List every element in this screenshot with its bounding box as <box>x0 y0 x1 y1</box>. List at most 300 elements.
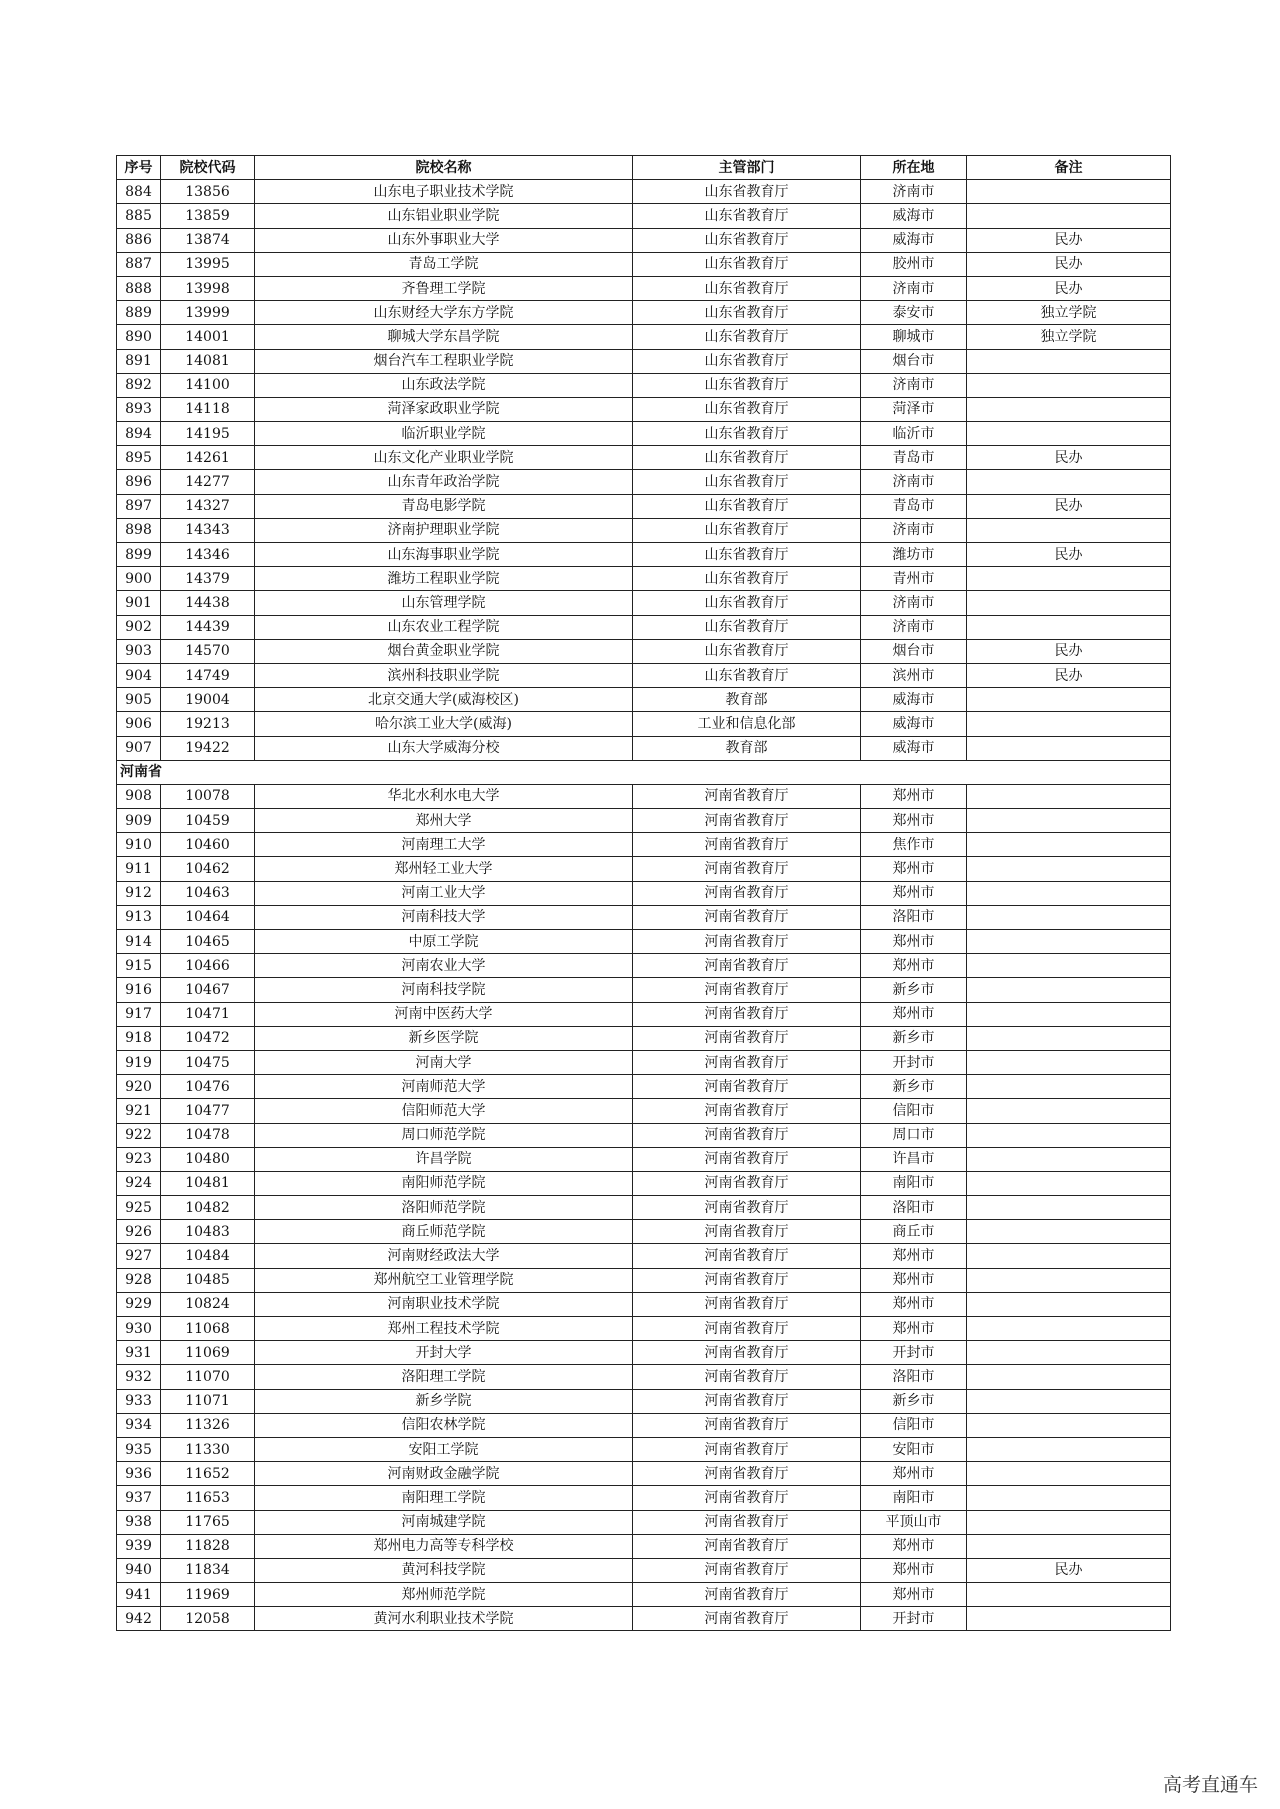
table-row <box>117 1510 1171 1534</box>
cell-remarks: 民办 <box>967 639 1171 663</box>
cell-code: 14001 <box>161 325 255 349</box>
cell-location: 开封市 <box>861 1607 967 1631</box>
cell-remarks <box>967 1462 1171 1486</box>
cell-remarks: 民办 <box>967 446 1171 470</box>
cell-location: 郑州市 <box>861 1244 967 1268</box>
cell-department: 山东省教育厅 <box>633 446 861 470</box>
cell-index: 919 <box>117 1050 161 1074</box>
table-row <box>117 1292 1171 1316</box>
cell-location: 信阳市 <box>861 1099 967 1123</box>
cell-code: 10482 <box>161 1196 255 1220</box>
cell-name: 河南科技学院 <box>255 978 633 1002</box>
cell-name: 周口师范学院 <box>255 1123 633 1147</box>
table-row <box>117 180 1171 204</box>
cell-remarks <box>967 905 1171 929</box>
cell-location: 郑州市 <box>861 1317 967 1341</box>
cell-location: 威海市 <box>861 688 967 712</box>
cell-location: 南阳市 <box>861 1486 967 1510</box>
cell-name: 河南农业大学 <box>255 954 633 978</box>
table-row <box>117 833 1171 857</box>
table-row <box>117 1099 1171 1123</box>
cell-location: 威海市 <box>861 712 967 736</box>
cell-name: 郑州工程技术学院 <box>255 1317 633 1341</box>
cell-location: 许昌市 <box>861 1147 967 1171</box>
cell-name: 烟台黄金职业学院 <box>255 639 633 663</box>
cell-index: 897 <box>117 494 161 518</box>
cell-index: 902 <box>117 615 161 639</box>
cell-index: 938 <box>117 1510 161 1534</box>
cell-code: 19422 <box>161 736 255 760</box>
cell-name: 齐鲁理工学院 <box>255 276 633 300</box>
table-row <box>117 1389 1171 1413</box>
cell-department: 山东省教育厅 <box>633 204 861 228</box>
cell-remarks <box>967 1123 1171 1147</box>
cell-remarks <box>967 1437 1171 1461</box>
cell-department: 河南省教育厅 <box>633 905 861 929</box>
cell-department: 河南省教育厅 <box>633 1413 861 1437</box>
cell-department: 教育部 <box>633 736 861 760</box>
cell-name: 青岛工学院 <box>255 252 633 276</box>
cell-code: 11969 <box>161 1583 255 1607</box>
cell-remarks <box>967 736 1171 760</box>
cell-department: 河南省教育厅 <box>633 1558 861 1582</box>
cell-remarks: 独立学院 <box>967 301 1171 325</box>
cell-department: 山东省教育厅 <box>633 373 861 397</box>
cell-code: 14261 <box>161 446 255 470</box>
table-row <box>117 1026 1171 1050</box>
cell-name: 山东农业工程学院 <box>255 615 633 639</box>
table-row <box>117 712 1171 736</box>
cell-location: 济南市 <box>861 591 967 615</box>
cell-index: 926 <box>117 1220 161 1244</box>
cell-department: 山东省教育厅 <box>633 543 861 567</box>
table-row <box>117 591 1171 615</box>
cell-location: 郑州市 <box>861 857 967 881</box>
cell-name: 滨州科技职业学院 <box>255 663 633 687</box>
cell-location: 滨州市 <box>861 663 967 687</box>
cell-location: 郑州市 <box>861 1292 967 1316</box>
cell-index: 906 <box>117 712 161 736</box>
cell-remarks <box>967 688 1171 712</box>
cell-name: 山东文化产业职业学院 <box>255 446 633 470</box>
cell-remarks <box>967 930 1171 954</box>
cell-index: 917 <box>117 1002 161 1026</box>
cell-name: 山东青年政治学院 <box>255 470 633 494</box>
cell-name: 北京交通大学(威海校区) <box>255 688 633 712</box>
cell-index: 905 <box>117 688 161 712</box>
cell-location: 烟台市 <box>861 639 967 663</box>
table-row <box>117 1462 1171 1486</box>
cell-remarks <box>967 615 1171 639</box>
table-row <box>117 954 1171 978</box>
cell-index: 899 <box>117 543 161 567</box>
cell-code: 11653 <box>161 1486 255 1510</box>
cell-index: 922 <box>117 1123 161 1147</box>
cell-department: 河南省教育厅 <box>633 930 861 954</box>
cell-index: 936 <box>117 1462 161 1486</box>
col-header-remarks: 备注 <box>967 156 1171 180</box>
cell-location: 烟台市 <box>861 349 967 373</box>
cell-location: 威海市 <box>861 204 967 228</box>
cell-index: 900 <box>117 567 161 591</box>
cell-location: 焦作市 <box>861 833 967 857</box>
cell-name: 青岛电影学院 <box>255 494 633 518</box>
cell-name: 菏泽家政职业学院 <box>255 397 633 421</box>
cell-department: 教育部 <box>633 688 861 712</box>
cell-name: 新乡医学院 <box>255 1026 633 1050</box>
cell-name: 洛阳师范学院 <box>255 1196 633 1220</box>
cell-code: 11070 <box>161 1365 255 1389</box>
table-row <box>117 1437 1171 1461</box>
cell-code: 14343 <box>161 518 255 542</box>
cell-index: 914 <box>117 930 161 954</box>
cell-remarks <box>967 1099 1171 1123</box>
cell-location: 洛阳市 <box>861 905 967 929</box>
cell-location: 临沂市 <box>861 422 967 446</box>
table-row <box>117 1413 1171 1437</box>
cell-department: 山东省教育厅 <box>633 615 861 639</box>
cell-index: 884 <box>117 180 161 204</box>
cell-code: 10078 <box>161 784 255 808</box>
cell-index: 925 <box>117 1196 161 1220</box>
cell-code: 13856 <box>161 180 255 204</box>
cell-name: 山东电子职业技术学院 <box>255 180 633 204</box>
cell-name: 华北水利水电大学 <box>255 784 633 808</box>
cell-code: 13995 <box>161 252 255 276</box>
cell-name: 河南财经政法大学 <box>255 1244 633 1268</box>
cell-code: 13859 <box>161 204 255 228</box>
cell-department: 山东省教育厅 <box>633 518 861 542</box>
cell-remarks <box>967 954 1171 978</box>
cell-remarks <box>967 1510 1171 1534</box>
cell-name: 烟台汽车工程职业学院 <box>255 349 633 373</box>
cell-name: 潍坊工程职业学院 <box>255 567 633 591</box>
cell-index: 904 <box>117 663 161 687</box>
table-row <box>117 1147 1171 1171</box>
cell-remarks <box>967 1389 1171 1413</box>
cell-name: 河南大学 <box>255 1050 633 1074</box>
table-row <box>117 639 1171 663</box>
table-body <box>117 180 1171 1631</box>
cell-remarks <box>967 1413 1171 1437</box>
table-row <box>117 905 1171 929</box>
table-row <box>117 252 1171 276</box>
cell-code: 11828 <box>161 1534 255 1558</box>
cell-remarks <box>967 1268 1171 1292</box>
cell-remarks <box>967 1050 1171 1074</box>
cell-name: 新乡学院 <box>255 1389 633 1413</box>
cell-index: 918 <box>117 1026 161 1050</box>
cell-location: 洛阳市 <box>861 1196 967 1220</box>
cell-code: 14081 <box>161 349 255 373</box>
cell-department: 河南省教育厅 <box>633 1365 861 1389</box>
cell-code: 13874 <box>161 228 255 252</box>
cell-location: 郑州市 <box>861 1002 967 1026</box>
cell-department: 河南省教育厅 <box>633 1607 861 1631</box>
cell-index: 942 <box>117 1607 161 1631</box>
cell-index: 932 <box>117 1365 161 1389</box>
table-row <box>117 373 1171 397</box>
cell-index: 912 <box>117 881 161 905</box>
cell-name: 商丘师范学院 <box>255 1220 633 1244</box>
cell-department: 河南省教育厅 <box>633 1486 861 1510</box>
cell-index: 911 <box>117 857 161 881</box>
cell-location: 郑州市 <box>861 954 967 978</box>
cell-department: 山东省教育厅 <box>633 470 861 494</box>
cell-code: 14439 <box>161 615 255 639</box>
table-row <box>117 397 1171 421</box>
cell-remarks <box>967 349 1171 373</box>
table-row <box>117 1558 1171 1582</box>
cell-name: 河南师范大学 <box>255 1075 633 1099</box>
cell-remarks: 独立学院 <box>967 325 1171 349</box>
cell-name: 山东大学威海分校 <box>255 736 633 760</box>
cell-index: 933 <box>117 1389 161 1413</box>
cell-remarks <box>967 1026 1171 1050</box>
cell-code: 12058 <box>161 1607 255 1631</box>
cell-index: 921 <box>117 1099 161 1123</box>
cell-location: 济南市 <box>861 276 967 300</box>
cell-code: 10484 <box>161 1244 255 1268</box>
cell-index: 941 <box>117 1583 161 1607</box>
cell-name: 聊城大学东昌学院 <box>255 325 633 349</box>
cell-remarks <box>967 1171 1171 1195</box>
cell-location: 青岛市 <box>861 446 967 470</box>
cell-department: 山东省教育厅 <box>633 276 861 300</box>
table-row <box>117 1075 1171 1099</box>
cell-department: 河南省教育厅 <box>633 1317 861 1341</box>
cell-location: 安阳市 <box>861 1437 967 1461</box>
cell-code: 10467 <box>161 978 255 1002</box>
cell-remarks <box>967 1220 1171 1244</box>
table-row <box>117 470 1171 494</box>
cell-index: 894 <box>117 422 161 446</box>
cell-code: 14100 <box>161 373 255 397</box>
cell-remarks <box>967 881 1171 905</box>
col-header-name: 院校名称 <box>255 156 633 180</box>
cell-code: 11326 <box>161 1413 255 1437</box>
cell-location: 南阳市 <box>861 1171 967 1195</box>
cell-department: 河南省教育厅 <box>633 1462 861 1486</box>
cell-department: 河南省教育厅 <box>633 1196 861 1220</box>
cell-code: 14118 <box>161 397 255 421</box>
cell-index: 920 <box>117 1075 161 1099</box>
cell-location: 郑州市 <box>861 930 967 954</box>
cell-code: 10460 <box>161 833 255 857</box>
cell-code: 10475 <box>161 1050 255 1074</box>
cell-department: 河南省教育厅 <box>633 1050 861 1074</box>
cell-location: 菏泽市 <box>861 397 967 421</box>
cell-remarks <box>967 1341 1171 1365</box>
cell-department: 河南省教育厅 <box>633 1220 861 1244</box>
cell-code: 10471 <box>161 1002 255 1026</box>
section-title: 河南省 <box>117 760 1171 784</box>
cell-location: 聊城市 <box>861 325 967 349</box>
cell-name: 山东铝业职业学院 <box>255 204 633 228</box>
cell-index: 896 <box>117 470 161 494</box>
col-header-department: 主管部门 <box>633 156 861 180</box>
cell-location: 平顶山市 <box>861 1510 967 1534</box>
cell-remarks <box>967 1196 1171 1220</box>
cell-department: 山东省教育厅 <box>633 397 861 421</box>
cell-name: 开封大学 <box>255 1341 633 1365</box>
cell-location: 济南市 <box>861 180 967 204</box>
cell-remarks <box>967 857 1171 881</box>
cell-index: 940 <box>117 1558 161 1582</box>
cell-remarks <box>967 1244 1171 1268</box>
cell-index: 886 <box>117 228 161 252</box>
cell-code: 14195 <box>161 422 255 446</box>
cell-department: 河南省教育厅 <box>633 1171 861 1195</box>
cell-department: 山东省教育厅 <box>633 639 861 663</box>
cell-location: 郑州市 <box>861 1558 967 1582</box>
table-row <box>117 1365 1171 1389</box>
cell-location: 新乡市 <box>861 978 967 1002</box>
cell-code: 14438 <box>161 591 255 615</box>
cell-department: 河南省教育厅 <box>633 1437 861 1461</box>
cell-department: 山东省教育厅 <box>633 180 861 204</box>
cell-department: 山东省教育厅 <box>633 228 861 252</box>
cell-index: 916 <box>117 978 161 1002</box>
cell-remarks <box>967 833 1171 857</box>
cell-department: 河南省教育厅 <box>633 1123 861 1147</box>
table-row <box>117 276 1171 300</box>
cell-department: 河南省教育厅 <box>633 1244 861 1268</box>
cell-name: 信阳师范大学 <box>255 1099 633 1123</box>
cell-code: 10463 <box>161 881 255 905</box>
cell-code: 10462 <box>161 857 255 881</box>
cell-name: 郑州电力高等专科学校 <box>255 1534 633 1558</box>
cell-name: 山东海事职业学院 <box>255 543 633 567</box>
cell-index: 930 <box>117 1317 161 1341</box>
table-row <box>117 1317 1171 1341</box>
cell-index: 908 <box>117 784 161 808</box>
cell-name: 山东政法学院 <box>255 373 633 397</box>
cell-remarks <box>967 373 1171 397</box>
cell-index: 887 <box>117 252 161 276</box>
table-row <box>117 1583 1171 1607</box>
cell-code: 13998 <box>161 276 255 300</box>
cell-remarks: 民办 <box>967 494 1171 518</box>
cell-department: 山东省教育厅 <box>633 663 861 687</box>
table-row <box>117 325 1171 349</box>
table-row <box>117 688 1171 712</box>
table-row <box>117 1002 1171 1026</box>
col-header-index: 序号 <box>117 156 161 180</box>
cell-code: 10485 <box>161 1268 255 1292</box>
cell-location: 威海市 <box>861 736 967 760</box>
table-row <box>117 567 1171 591</box>
cell-index: 939 <box>117 1534 161 1558</box>
cell-index: 901 <box>117 591 161 615</box>
table-row <box>117 1050 1171 1074</box>
cell-name: 安阳工学院 <box>255 1437 633 1461</box>
cell-remarks <box>967 422 1171 446</box>
cell-location: 泰安市 <box>861 301 967 325</box>
cell-code: 14327 <box>161 494 255 518</box>
cell-remarks: 民办 <box>967 1558 1171 1582</box>
cell-code: 14570 <box>161 639 255 663</box>
cell-name: 河南财政金融学院 <box>255 1462 633 1486</box>
cell-name: 河南城建学院 <box>255 1510 633 1534</box>
cell-remarks <box>967 470 1171 494</box>
cell-department: 河南省教育厅 <box>633 1292 861 1316</box>
cell-index: 913 <box>117 905 161 929</box>
cell-location: 郑州市 <box>861 1534 967 1558</box>
cell-name: 河南理工大学 <box>255 833 633 857</box>
cell-remarks <box>967 1583 1171 1607</box>
col-header-location: 所在地 <box>861 156 967 180</box>
cell-code: 10472 <box>161 1026 255 1050</box>
cell-remarks <box>967 1292 1171 1316</box>
cell-name: 济南护理职业学院 <box>255 518 633 542</box>
cell-remarks: 民办 <box>967 228 1171 252</box>
cell-location: 潍坊市 <box>861 543 967 567</box>
cell-index: 923 <box>117 1147 161 1171</box>
cell-index: 934 <box>117 1413 161 1437</box>
cell-location: 郑州市 <box>861 1462 967 1486</box>
cell-code: 11834 <box>161 1558 255 1582</box>
cell-location: 信阳市 <box>861 1413 967 1437</box>
cell-code: 14379 <box>161 567 255 591</box>
cell-location: 洛阳市 <box>861 1365 967 1389</box>
cell-remarks <box>967 978 1171 1002</box>
table-row <box>117 1171 1171 1195</box>
cell-code: 11068 <box>161 1317 255 1341</box>
table-row <box>117 857 1171 881</box>
table-row <box>117 1196 1171 1220</box>
table-row <box>117 518 1171 542</box>
cell-index: 929 <box>117 1292 161 1316</box>
cell-code: 19004 <box>161 688 255 712</box>
cell-code: 10459 <box>161 809 255 833</box>
table-row <box>117 1607 1171 1631</box>
cell-remarks <box>967 1147 1171 1171</box>
cell-location: 济南市 <box>861 518 967 542</box>
table-row <box>117 301 1171 325</box>
cell-code: 10477 <box>161 1099 255 1123</box>
cell-location: 周口市 <box>861 1123 967 1147</box>
cell-location: 济南市 <box>861 615 967 639</box>
cell-remarks: 民办 <box>967 276 1171 300</box>
cell-department: 河南省教育厅 <box>633 857 861 881</box>
cell-location: 郑州市 <box>861 1268 967 1292</box>
cell-location: 新乡市 <box>861 1075 967 1099</box>
cell-location: 开封市 <box>861 1341 967 1365</box>
cell-department: 河南省教育厅 <box>633 1534 861 1558</box>
cell-code: 11071 <box>161 1389 255 1413</box>
cell-department: 河南省教育厅 <box>633 1147 861 1171</box>
cell-department: 河南省教育厅 <box>633 809 861 833</box>
institutions-table <box>116 155 1171 1631</box>
cell-name: 郑州轻工业大学 <box>255 857 633 881</box>
table-row <box>117 543 1171 567</box>
cell-department: 河南省教育厅 <box>633 784 861 808</box>
cell-name: 洛阳理工学院 <box>255 1365 633 1389</box>
cell-remarks <box>967 518 1171 542</box>
table-row <box>117 1220 1171 1244</box>
cell-remarks <box>967 591 1171 615</box>
table-row <box>117 1268 1171 1292</box>
cell-name: 南阳理工学院 <box>255 1486 633 1510</box>
table-row <box>117 881 1171 905</box>
cell-department: 山东省教育厅 <box>633 325 861 349</box>
table-row <box>117 784 1171 808</box>
cell-name: 临沂职业学院 <box>255 422 633 446</box>
cell-department: 河南省教育厅 <box>633 1075 861 1099</box>
cell-location: 新乡市 <box>861 1026 967 1050</box>
cell-location: 郑州市 <box>861 881 967 905</box>
